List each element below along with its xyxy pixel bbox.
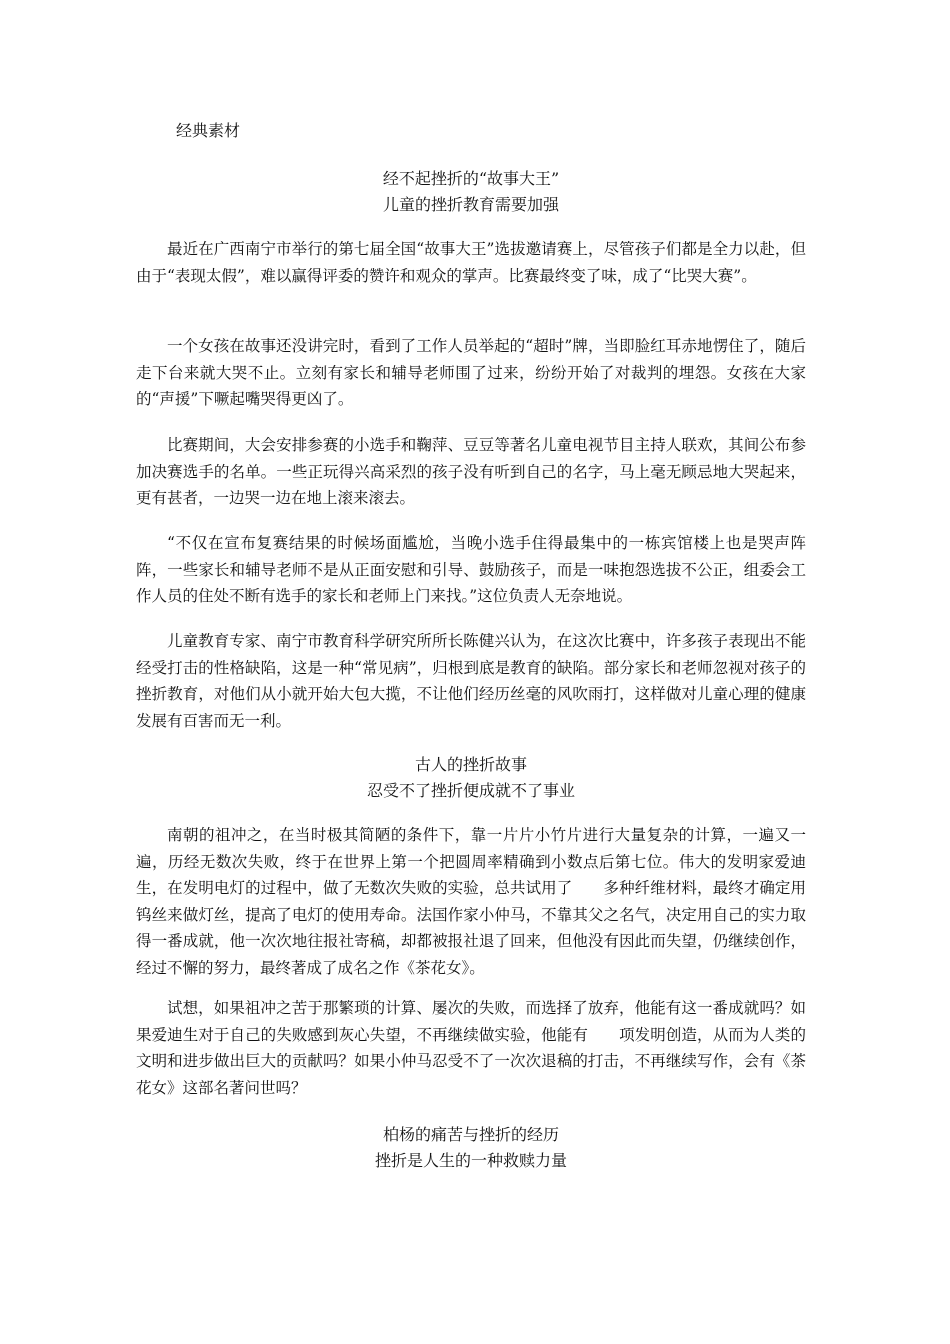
section-label: 经典素材 [176, 121, 241, 140]
paragraph: 最近在广西南宁市举行的第七届全国“故事大王”选拔邀请赛上，尽管孩子们都是全力以赴，但由于“表现太假”，难以赢得评委的赞许和观众的掌声。比赛最终变了味，成了“比哭大赛”。 [136, 240, 806, 285]
section2-subtitle: 忍受不了挫折便成就不了事业 [366, 781, 575, 800]
paragraph: 比赛期间，大会安排参赛的小选手和鞠萍、豆豆等著名儿童电视节目主持人联欢，其间公布参加决赛选手的名单。一些正玩得兴高采烈的孩子没有听到自己的名字，马上毫无顾忌地大哭起来，更有甚者，一边哭一边在地上滚来滚去。 [136, 436, 806, 507]
paragraph: 一个女孩在故事还没讲完时，看到了工作人员举起的“超时”牌，当即脸红耳赤地愣住了，随后走下台来就大哭不止。立刻有家长和辅导老师围了过来，纷纷开始了对裁判的埋怨。女孩在大家的“声援”下噘起嘴哭得更凶了。 [136, 337, 806, 408]
paragraph: 南朝的祖冲之，在当时极其简陋的条件下，靠一片片小竹片进行大量复杂的计算，一遍又一遍，历经无数次失败，终于在世界上第一个把圆周率精确到小数点后第七位。伟大的发明家爱迪生，在发明电灯的过程中，做了无数次失败的实验，总共试用了 多种纤维材料，最终才确定用钨丝来做灯丝，提高了电灯的使用寿命。法国作家小仲马，不靠其父之名气，决定用自己的实力取得一番成就，他一次次地往报社寄稿，却都被报社退了回来，但他没有因此而失望，仍继续创作，经过不懈的努力，最终著成了成名之作《茶花女》。 [136, 826, 806, 977]
section3-title: 柏杨的痛苦与挫折的经历 [382, 1125, 559, 1144]
paragraph: 儿童教育专家、南宁市教育科学研究所所长陈健兴认为，在这次比赛中，许多孩子表现出不能经受打击的性格缺陷，这是一种“常见病”，归根到底是教育的缺陷。部分家长和老师忽视对孩子的挫折教育，对他们从小就开始大包大揽，不让他们经历丝毫的风吹雨打，这样做对儿童心理的健康发展有百害而无一利。 [136, 632, 806, 730]
section1-subtitle: 儿童的挫折教育需要加强 [382, 195, 559, 214]
section2-heading [136, 752, 806, 804]
section1-title: 经不起挫折的“故事大王” [382, 169, 560, 188]
section2-title: 古人的挫折故事 [414, 755, 527, 774]
section1-heading [136, 166, 806, 218]
section3-heading [136, 1122, 806, 1174]
paragraph: 试想，如果祖冲之苦于那繁琐的计算、屡次的失败，而选择了放弃，他能有这一番成就吗？如果爱迪生对于自己的失败感到灰心失望，不再继续做实验，他能有 项发明创造，从而为人类的文明和进步做出巨大的贡献吗？如果小仲马忍受不了一次次退稿的打击，不再继续写作，会有《茶花女》这部名著问世吗？ [136, 999, 806, 1097]
section3-subtitle: 挫折是人生的一种救赎力量 [374, 1151, 567, 1170]
paragraph: “不仅在宣布复赛结果的时候场面尴尬，当晚小选手住得最集中的一栋宾馆楼上也是哭声阵阵，一些家长和辅导老师不是从正面安慰和引导、鼓励孩子，而是一味抱怨选拔不公正，组委会工作人员的住处不断有选手的家长和老师上门来找。”这位负责人无奈地说。 [136, 534, 806, 605]
